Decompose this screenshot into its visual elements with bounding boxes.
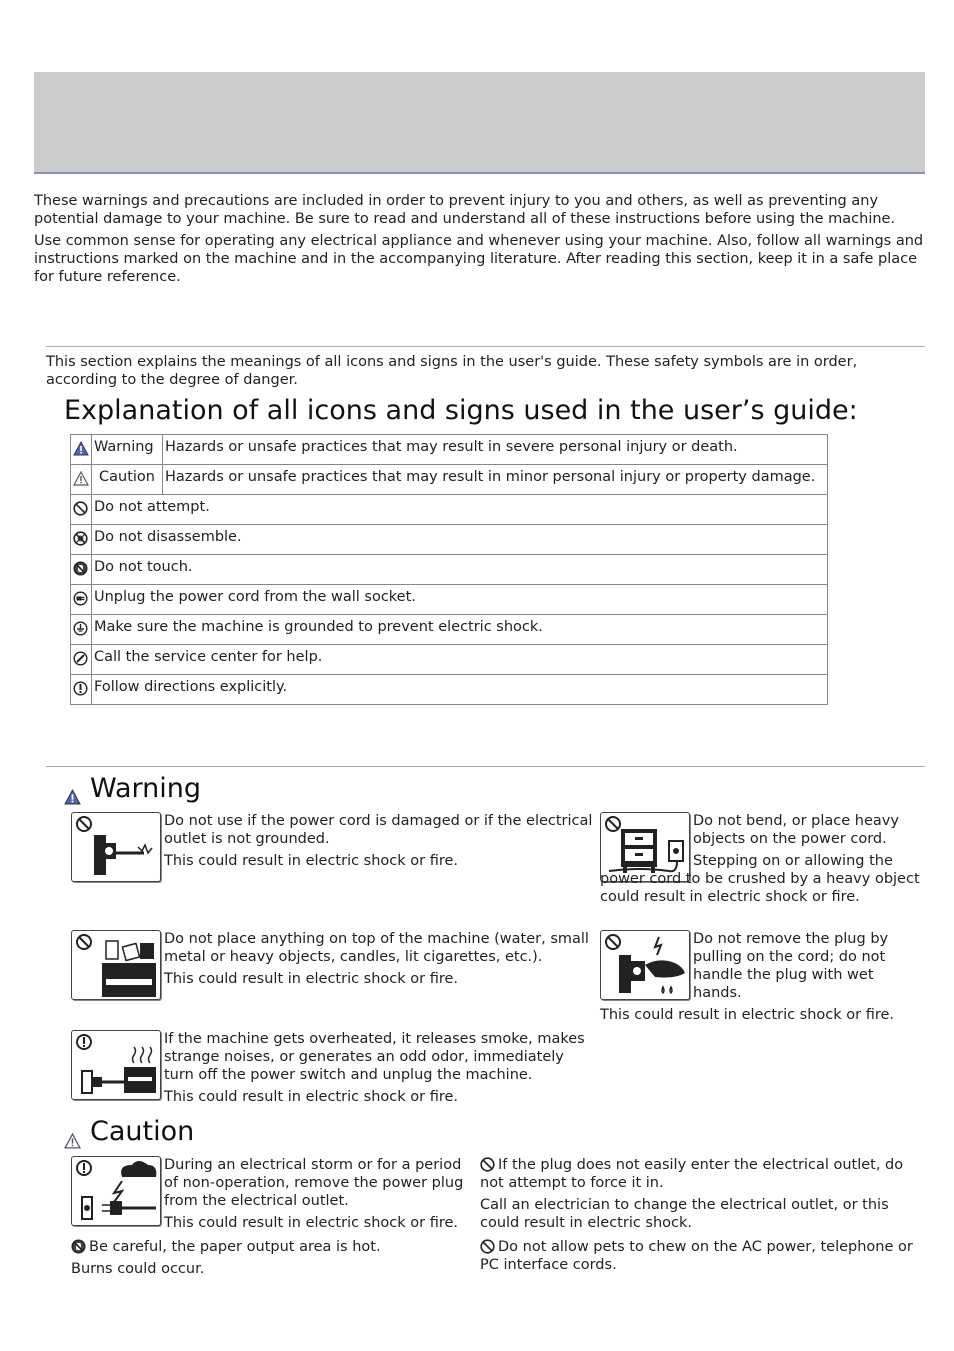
warning-item-5: [164, 1030, 594, 1106]
caution-item-result: This could result in electric shock or fire.: [164, 1215, 459, 1231]
warning-item-text: If the machine gets overheated, it releases smoke, makes strange noises, or generates an odd odor, immediately turn off the power switch and unplug the machine.: [164, 1031, 585, 1083]
legend-row: [71, 555, 828, 585]
warning-item-3: [164, 930, 594, 988]
divider: [46, 766, 925, 767]
unplug-icon: [73, 591, 88, 606]
legend-row: [71, 645, 828, 675]
objects-on-machine-icon: [72, 931, 160, 999]
intro-paragraph-1: These warnings and precautions are included in order to prevent injury to you and others, as well as preventing any potential damage to your machine. Be sure to read and understand all of these instructions before using the machine.: [34, 193, 896, 227]
caution-item-4: [480, 1238, 920, 1274]
legend-text: Do not attempt.: [92, 495, 828, 525]
legend-table: [70, 434, 828, 705]
legend-label-caution: Caution: [92, 465, 163, 495]
caution-item-result: Burns could occur.: [71, 1261, 205, 1277]
legend-row: [71, 525, 828, 555]
warning-item-2-main: Do not bend, or place heavy objects on the power cord.: [693, 813, 899, 847]
no-touch-icon: [73, 561, 88, 576]
caution-item-text: Be careful, the paper output area is hot.: [89, 1239, 381, 1255]
warning-triangle-icon: [64, 789, 81, 805]
legend-icon-cell: [71, 435, 92, 465]
warning-item-result: This could result in electric shock or fire.: [164, 853, 459, 869]
ground-icon: [73, 621, 88, 636]
caution-item-text: During an electrical storm or for a period of non-operation, remove the power plug from the electrical outlet.: [164, 1157, 464, 1209]
no-disassemble-icon: [73, 531, 88, 546]
legend-desc-warning: Hazards or unsafe practices that may result in severe personal injury or death.: [163, 435, 828, 465]
caution-heading: Caution: [90, 1116, 195, 1147]
warning-illustration-damaged-cord: [71, 812, 161, 882]
legend-label-warning: Warning: [92, 435, 163, 465]
caution-item-3: [71, 1238, 471, 1278]
no-attempt-icon: [480, 1239, 495, 1254]
legend-row: [71, 675, 828, 705]
section-description: This section explains the meanings of all icons and signs in the user's guide. These safety symbols are in order, according to the degree of danger.: [46, 354, 858, 388]
caution-triangle-icon: [73, 471, 89, 486]
warning-illustration-wet-hands: [600, 930, 690, 1000]
legend-desc-caution: Hazards or unsafe practices that may result in minor personal injury or property damage.: [163, 465, 828, 495]
warning-item-4-main: Do not remove the plug by pulling on the cord; do not handle the plug with wet hands.: [693, 931, 889, 1001]
warning-item-text: Do not use if the power cord is damaged or if the electrical outlet is not grounded.: [164, 813, 593, 847]
legend-icon-cell: [71, 465, 92, 495]
storm-unplug-icon: [72, 1157, 160, 1225]
no-attempt-icon: [480, 1157, 495, 1172]
follow-directions-icon: [73, 681, 88, 696]
legend-row: [71, 585, 828, 615]
warning-item-text: Do not place anything on top of the machine (water, small metal or heavy objects, candles, lit cigarettes, etc.).: [164, 931, 589, 965]
intro-paragraph-2: Use common sense for operating any electrical appliance and whenever using your machine. Also, follow all warnings and instructions marked on the machine and in the accompanying literature. After reading this section, keep it in a safe place for future reference.: [34, 233, 924, 285]
warning-item-4-result: This could result in electric shock or fire.: [600, 1007, 895, 1023]
warning-item-result: This could result in electric shock or fire.: [164, 971, 459, 987]
warning-heading: Warning: [90, 773, 202, 804]
legend-text: Do not touch.: [92, 555, 828, 585]
warning-illustration-top-objects: [71, 930, 161, 1000]
legend-text: Unplug the power cord from the wall socket.: [92, 585, 828, 615]
caution-illustration-storm: [71, 1156, 161, 1226]
wet-hands-plug-icon: [601, 931, 689, 999]
warning-item-1: [164, 812, 594, 870]
warning-heading-icon-wrap: [64, 789, 81, 810]
warning-item-result: This could result in electric shock or fire.: [164, 1089, 459, 1105]
legend-row: [71, 615, 828, 645]
caution-item-result: Call an electrician to change the electrical outlet, or this could result in electric shock.: [480, 1197, 889, 1231]
header-banner: [34, 72, 925, 174]
warning-item-2-result: Stepping on or allowing the power cord to be crushed by a heavy object could result in electric shock or fire.: [600, 853, 920, 905]
intro: [34, 192, 924, 286]
caution-item-text: If the plug does not easily enter the electrical outlet, do not attempt to force it in.: [480, 1157, 904, 1191]
caution-item-text: Do not allow pets to chew on the AC power, telephone or PC interface cords.: [480, 1239, 913, 1273]
warning-triangle-icon: [73, 441, 89, 456]
caution-heading-icon-wrap: [64, 1133, 81, 1154]
legend-row-caution: [71, 465, 828, 495]
legend-row-warning: [71, 435, 828, 465]
caution-item-1: [164, 1156, 474, 1232]
legend-text: Do not disassemble.: [92, 525, 828, 555]
caution-item-2: [480, 1156, 920, 1232]
no-attempt-icon: [73, 501, 88, 516]
no-touch-icon: [71, 1239, 86, 1254]
legend-text: Call the service center for help.: [92, 645, 828, 675]
warning-illustration-overheated: [71, 1030, 161, 1100]
divider: [46, 346, 925, 347]
service-center-icon: [73, 651, 88, 666]
overheated-machine-icon: [72, 1031, 160, 1099]
legend-title: Explanation of all icons and signs used in the user’s guide:: [64, 395, 858, 426]
caution-triangle-icon: [64, 1133, 81, 1149]
damaged-cord-icon: [72, 813, 160, 881]
legend-text: Follow directions explicitly.: [92, 675, 828, 705]
legend-row: [71, 495, 828, 525]
legend-text: Make sure the machine is grounded to prevent electric shock.: [92, 615, 828, 645]
